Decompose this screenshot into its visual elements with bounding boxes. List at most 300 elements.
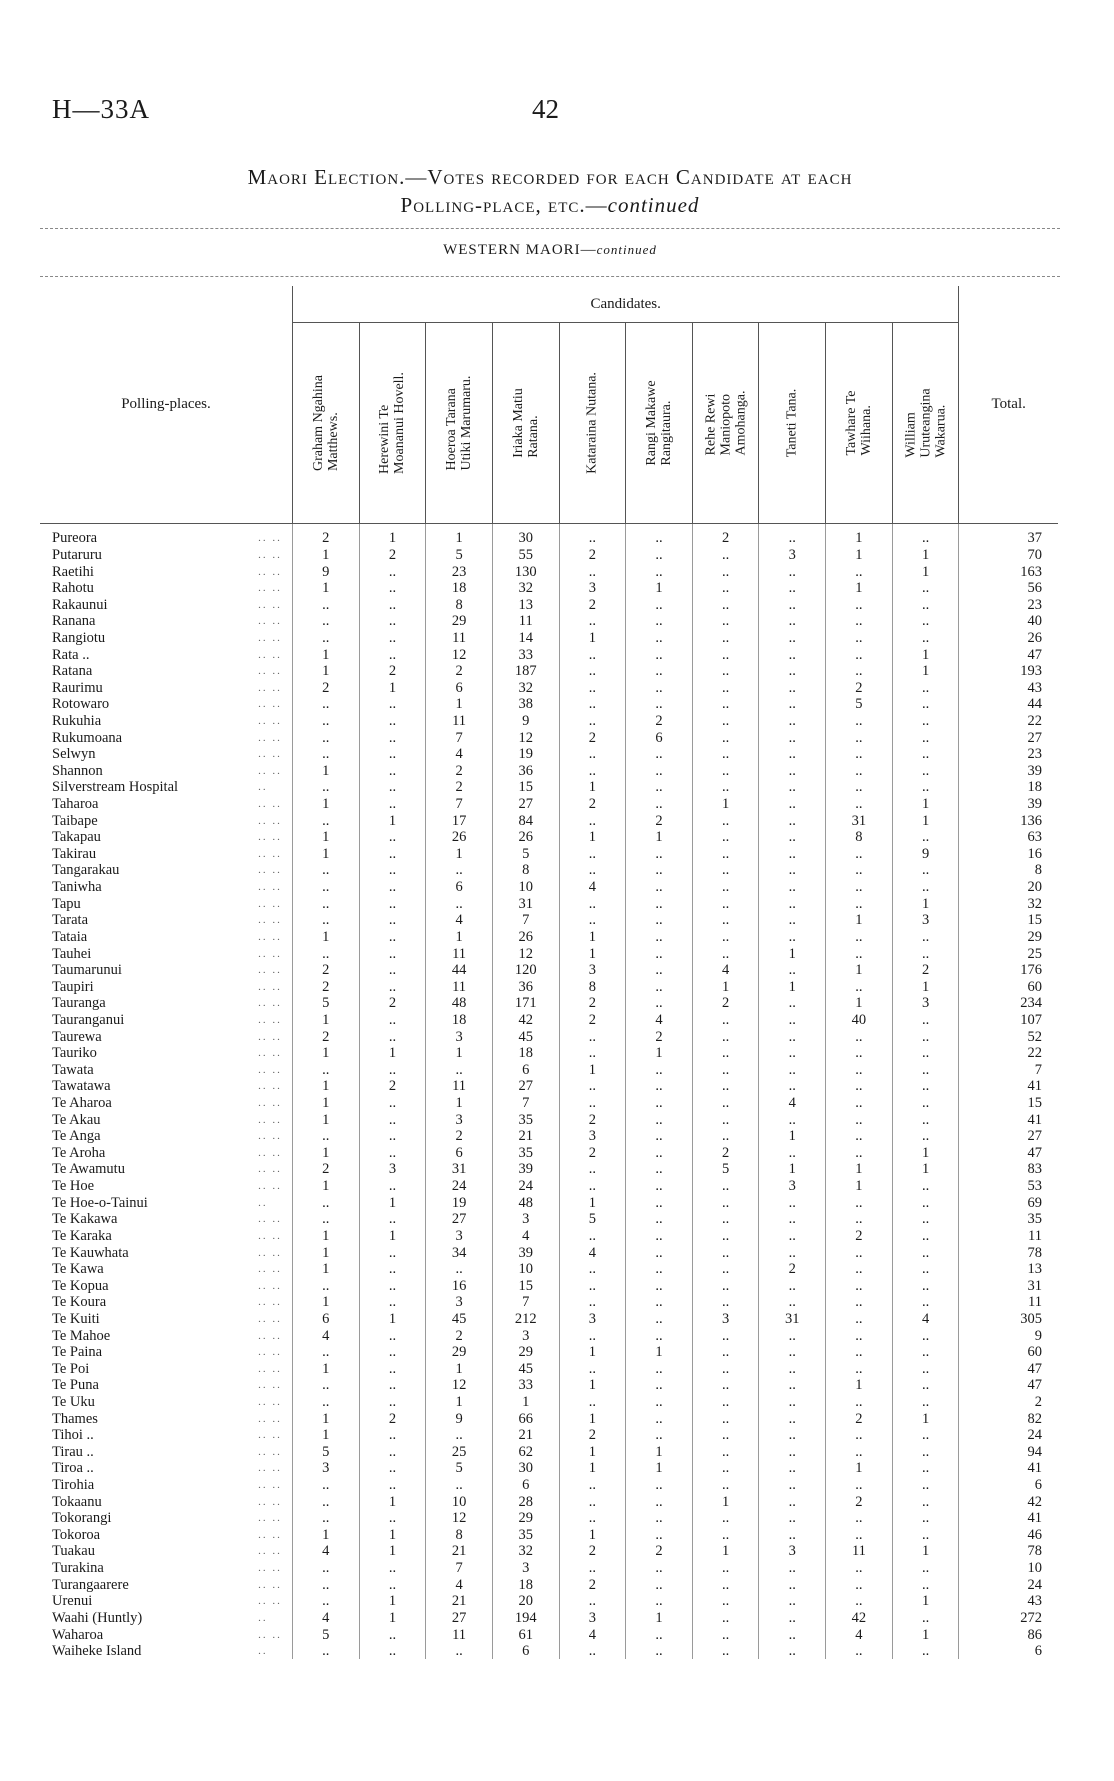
vote-count: 2 xyxy=(559,547,626,564)
vote-count: 39 xyxy=(492,1161,559,1178)
vote-count: 48 xyxy=(426,995,493,1012)
polling-place: Te Poi xyxy=(52,1360,90,1377)
vote-count: 31 xyxy=(426,1161,493,1178)
vote-total: 6 xyxy=(959,1643,1058,1660)
vote-count: 130 xyxy=(492,563,559,580)
vote-count: .. xyxy=(892,1444,959,1461)
polling-place: Taurewa xyxy=(52,1028,102,1045)
vote-total: 15 xyxy=(959,1095,1058,1112)
vote-count: 2 xyxy=(759,1261,826,1278)
vote-count: .. xyxy=(626,1626,693,1643)
vote-total: 22 xyxy=(959,713,1058,730)
candidate-name-line: Rangitaura. xyxy=(659,400,674,466)
vote-count: 5 xyxy=(292,1626,359,1643)
vote-count: .. xyxy=(692,1327,759,1344)
polling-place: Rahotu xyxy=(52,580,94,597)
vote-count: 1 xyxy=(359,1194,426,1211)
vote-count: 18 xyxy=(492,1045,559,1062)
vote-count: 1 xyxy=(359,1610,426,1627)
vote-count: 7 xyxy=(492,912,559,929)
polling-place: Waiheke Island xyxy=(52,1643,142,1660)
vote-count: .. xyxy=(359,779,426,796)
vote-count: 2 xyxy=(559,1427,626,1444)
vote-count: .. xyxy=(759,829,826,846)
leader-dots: .. .. xyxy=(258,1047,282,1060)
vote-count: .. xyxy=(626,1560,693,1577)
table-row xyxy=(40,1078,1058,1095)
vote-count: 4 xyxy=(559,1244,626,1261)
vote-count: .. xyxy=(759,796,826,813)
vote-count: .. xyxy=(826,1261,893,1278)
leader-dots: .. .. xyxy=(258,1395,282,1408)
leader-dots: .. .. xyxy=(258,582,282,595)
vote-count: 2 xyxy=(559,796,626,813)
vote-count: .. xyxy=(626,1261,693,1278)
polling-place: Turangaarere xyxy=(52,1576,129,1593)
vote-count: .. xyxy=(626,978,693,995)
vote-count: .. xyxy=(892,1394,959,1411)
vote-count: .. xyxy=(826,1643,893,1660)
vote-count: 32 xyxy=(492,679,559,696)
vote-total: 20 xyxy=(959,879,1058,896)
vote-count: .. xyxy=(292,1493,359,1510)
polling-place: Rakaunui xyxy=(52,596,108,613)
title-continued: continued xyxy=(607,193,700,217)
vote-count: .. xyxy=(892,829,959,846)
vote-total: 70 xyxy=(959,547,1058,564)
vote-count: 1 xyxy=(292,646,359,663)
vote-count: 4 xyxy=(292,1610,359,1627)
vote-count: .. xyxy=(759,663,826,680)
leader-dots: .. .. xyxy=(258,1163,282,1176)
table-row xyxy=(40,995,1058,1012)
vote-count: .. xyxy=(292,1477,359,1494)
polling-place: Tauhei xyxy=(52,945,92,962)
vote-total: 47 xyxy=(959,1145,1058,1162)
vote-count: .. xyxy=(692,763,759,780)
table-row xyxy=(40,779,1058,796)
vote-count: 2 xyxy=(292,978,359,995)
vote-count: .. xyxy=(626,547,693,564)
vote-count: .. xyxy=(692,1045,759,1062)
vote-count: .. xyxy=(626,1294,693,1311)
vote-count: .. xyxy=(692,1360,759,1377)
vote-count: 23 xyxy=(426,563,493,580)
vote-count: .. xyxy=(626,1178,693,1195)
vote-count: .. xyxy=(759,1111,826,1128)
vote-count: .. xyxy=(559,663,626,680)
vote-count: 2 xyxy=(826,679,893,696)
vote-count: 1 xyxy=(559,1377,626,1394)
candidate-header xyxy=(892,323,959,524)
vote-count: .. xyxy=(692,895,759,912)
candidate-header xyxy=(426,323,493,524)
vote-count: .. xyxy=(692,580,759,597)
table-row xyxy=(40,613,1058,630)
leader-dots: .. .. xyxy=(258,1146,282,1159)
leader-dots: .. .. xyxy=(258,1512,282,1525)
leader-dots: .. .. xyxy=(258,1097,282,1110)
vote-count: 4 xyxy=(292,1327,359,1344)
vote-count: 29 xyxy=(492,1510,559,1527)
vote-count: .. xyxy=(559,1327,626,1344)
vote-count: 12 xyxy=(426,1510,493,1527)
vote-total: 13 xyxy=(959,1261,1058,1278)
vote-count: .. xyxy=(692,1527,759,1544)
vote-count: .. xyxy=(826,1194,893,1211)
vote-count: 84 xyxy=(492,812,559,829)
leader-dots: .. .. xyxy=(258,615,282,628)
polling-place: Taharoa xyxy=(52,796,99,813)
vote-total: 83 xyxy=(959,1161,1058,1178)
leader-dots: .. .. xyxy=(258,997,282,1010)
vote-count: .. xyxy=(826,779,893,796)
candidate-name-line: Graham Ngahina xyxy=(310,374,326,472)
polling-place: Te Hoe xyxy=(52,1178,95,1195)
polling-place: Putaruru xyxy=(52,546,102,563)
vote-count: 11 xyxy=(426,1626,493,1643)
vote-count: .. xyxy=(759,1527,826,1544)
vote-count: .. xyxy=(759,1593,826,1610)
vote-count: .. xyxy=(359,1626,426,1643)
vote-count: .. xyxy=(626,613,693,630)
vote-count: .. xyxy=(759,1327,826,1344)
vote-count: .. xyxy=(559,812,626,829)
table-row xyxy=(40,1028,1058,1045)
vote-count: .. xyxy=(759,879,826,896)
vote-count: 1 xyxy=(292,1178,359,1195)
vote-count: 5 xyxy=(559,1211,626,1228)
vote-count: 1 xyxy=(426,1360,493,1377)
vote-total: 39 xyxy=(959,796,1058,813)
vote-count: 11 xyxy=(826,1543,893,1560)
vote-count: 21 xyxy=(492,1128,559,1145)
vote-count: 1 xyxy=(759,978,826,995)
vote-count: .. xyxy=(626,1477,693,1494)
vote-count: .. xyxy=(292,613,359,630)
vote-count: .. xyxy=(359,1145,426,1162)
table-row xyxy=(40,1111,1058,1128)
vote-count: .. xyxy=(692,1643,759,1660)
vote-count: .. xyxy=(826,1062,893,1079)
vote-count: 24 xyxy=(426,1178,493,1195)
table-row xyxy=(40,1228,1058,1245)
vote-count: .. xyxy=(759,696,826,713)
table-row xyxy=(40,1394,1058,1411)
vote-count: .. xyxy=(359,1643,426,1660)
vote-count: .. xyxy=(826,613,893,630)
vote-count: .. xyxy=(626,1410,693,1427)
vote-count: .. xyxy=(359,1178,426,1195)
vote-count: 2 xyxy=(292,679,359,696)
leader-dots: .. .. xyxy=(258,914,282,927)
candidate-name-line: Hoeroa Tarana xyxy=(444,388,460,471)
leader-dots: .. .. xyxy=(258,1445,282,1458)
table-row xyxy=(40,912,1058,929)
vote-count: 2 xyxy=(626,812,693,829)
vote-count: 10 xyxy=(492,879,559,896)
vote-count: .. xyxy=(359,1277,426,1294)
vote-total: 60 xyxy=(959,1344,1058,1361)
leader-dots: .. .. xyxy=(258,1296,282,1309)
vote-count: .. xyxy=(292,746,359,763)
vote-count: 12 xyxy=(426,646,493,663)
vote-count: 12 xyxy=(492,729,559,746)
table-row xyxy=(40,1610,1058,1627)
vote-count: .. xyxy=(826,1028,893,1045)
vote-count: 7 xyxy=(426,1560,493,1577)
vote-count: .. xyxy=(892,1510,959,1527)
table-row xyxy=(40,1460,1058,1477)
vote-count: 11 xyxy=(492,613,559,630)
vote-count: 1 xyxy=(359,812,426,829)
votes-table-body xyxy=(40,524,1058,1660)
table-row xyxy=(40,796,1058,813)
vote-count: .. xyxy=(826,1128,893,1145)
vote-count: 194 xyxy=(492,1610,559,1627)
vote-count: .. xyxy=(359,713,426,730)
vote-count: .. xyxy=(626,1128,693,1145)
vote-count: 3 xyxy=(559,1610,626,1627)
vote-count: .. xyxy=(692,1576,759,1593)
table-row xyxy=(40,1427,1058,1444)
vote-count: .. xyxy=(359,1560,426,1577)
vote-count: .. xyxy=(826,630,893,647)
vote-count: .. xyxy=(692,713,759,730)
vote-count: 1 xyxy=(359,1045,426,1062)
vote-count: .. xyxy=(626,796,693,813)
polling-place: Raetihi xyxy=(52,563,94,580)
table-row xyxy=(40,945,1058,962)
leader-dots: .. .. xyxy=(258,1063,282,1076)
candidate-name xyxy=(377,372,407,474)
vote-count: .. xyxy=(692,1394,759,1411)
vote-count: 3 xyxy=(559,962,626,979)
vote-count: .. xyxy=(826,929,893,946)
polling-place: Selwyn xyxy=(52,746,96,763)
vote-count: .. xyxy=(892,929,959,946)
leader-dots: .. .. xyxy=(258,1080,282,1093)
vote-count: .. xyxy=(292,696,359,713)
vote-total: 24 xyxy=(959,1576,1058,1593)
vote-count: 3 xyxy=(426,1028,493,1045)
vote-count: 1 xyxy=(292,1111,359,1128)
vote-count: .. xyxy=(692,646,759,663)
candidate-name-line: Uruteangina xyxy=(918,388,934,458)
vote-count: .. xyxy=(692,1277,759,1294)
vote-count: 212 xyxy=(492,1311,559,1328)
vote-count: .. xyxy=(626,1244,693,1261)
vote-count: 6 xyxy=(426,1145,493,1162)
vote-count: 1 xyxy=(359,1493,426,1510)
candidate-name-line: Rehe Rewi xyxy=(703,393,719,456)
table-row xyxy=(40,696,1058,713)
candidate-name-line: Matthews. xyxy=(325,412,341,472)
vote-count: 2 xyxy=(559,1012,626,1029)
polling-place: Takapau xyxy=(52,829,101,846)
polling-place: Takirau xyxy=(52,845,97,862)
vote-count: 3 xyxy=(559,1128,626,1145)
table-row xyxy=(40,679,1058,696)
vote-count: .. xyxy=(692,729,759,746)
vote-total: 18 xyxy=(959,779,1058,796)
vote-count: 32 xyxy=(492,580,559,597)
vote-count: .. xyxy=(826,1360,893,1377)
vote-count: .. xyxy=(759,1062,826,1079)
vote-count: .. xyxy=(892,1244,959,1261)
vote-count: 1 xyxy=(826,1460,893,1477)
vote-count: 1 xyxy=(892,547,959,564)
vote-count: .. xyxy=(626,1527,693,1544)
vote-count: .. xyxy=(892,763,959,780)
vote-count: 19 xyxy=(426,1194,493,1211)
vote-count: 1 xyxy=(892,1410,959,1427)
title-line-2-text: Polling-place, etc.— xyxy=(400,193,608,217)
vote-count: 26 xyxy=(492,929,559,946)
vote-count: .. xyxy=(359,563,426,580)
vote-count: .. xyxy=(626,763,693,780)
vote-total: 46 xyxy=(959,1527,1058,1544)
vote-count: .. xyxy=(292,596,359,613)
vote-count: .. xyxy=(892,679,959,696)
vote-count: 33 xyxy=(492,1377,559,1394)
vote-count: .. xyxy=(759,1394,826,1411)
vote-count: .. xyxy=(692,1228,759,1245)
polling-place: Te Kauwhata xyxy=(52,1244,129,1261)
vote-count: 8 xyxy=(426,596,493,613)
vote-count: 30 xyxy=(492,1460,559,1477)
polling-place: Taniwha xyxy=(52,879,102,896)
vote-count: 1 xyxy=(559,1527,626,1544)
vote-count: .. xyxy=(359,1244,426,1261)
vote-count: 5 xyxy=(492,846,559,863)
polling-place: Tarata xyxy=(52,912,89,929)
vote-count: .. xyxy=(759,929,826,946)
vote-count: .. xyxy=(759,812,826,829)
table-row xyxy=(40,829,1058,846)
polling-place: Taumarunui xyxy=(52,962,122,979)
vote-count: .. xyxy=(559,679,626,696)
vote-count: 1 xyxy=(892,895,959,912)
vote-count: 2 xyxy=(359,1410,426,1427)
vote-count: .. xyxy=(892,1261,959,1278)
vote-count: .. xyxy=(692,1460,759,1477)
vote-count: 4 xyxy=(826,1626,893,1643)
vote-count: .. xyxy=(826,1294,893,1311)
vote-count: .. xyxy=(359,945,426,962)
vote-count: .. xyxy=(626,596,693,613)
vote-count: 1 xyxy=(826,547,893,564)
vote-count: .. xyxy=(892,945,959,962)
vote-count: .. xyxy=(692,812,759,829)
polling-place: Te Kuiti xyxy=(52,1310,100,1327)
vote-count: .. xyxy=(759,1078,826,1095)
vote-count: 42 xyxy=(826,1610,893,1627)
vote-count: 1 xyxy=(892,1543,959,1560)
section-continued: continued xyxy=(596,242,657,257)
leader-dots: .. .. xyxy=(258,864,282,877)
leader-dots: .. .. xyxy=(258,548,282,561)
vote-count: 2 xyxy=(826,1493,893,1510)
vote-count: .. xyxy=(892,1360,959,1377)
candidate-name-line: Maniopoto xyxy=(718,394,734,456)
vote-count: 1 xyxy=(692,796,759,813)
vote-count: .. xyxy=(559,563,626,580)
vote-count: .. xyxy=(759,746,826,763)
vote-count: .. xyxy=(626,746,693,763)
vote-count: .. xyxy=(826,1477,893,1494)
vote-count: .. xyxy=(626,929,693,946)
vote-count: 15 xyxy=(492,1277,559,1294)
vote-total: 29 xyxy=(959,929,1058,946)
vote-count: .. xyxy=(626,1593,693,1610)
table-row xyxy=(40,646,1058,663)
vote-count: 12 xyxy=(492,945,559,962)
vote-count: 2 xyxy=(692,524,759,547)
vote-count: .. xyxy=(626,1576,693,1593)
vote-count: 2 xyxy=(426,779,493,796)
vote-count: .. xyxy=(559,846,626,863)
table-row xyxy=(40,763,1058,780)
leader-dots: .. xyxy=(258,781,268,794)
vote-count: 31 xyxy=(826,812,893,829)
page-number: 42 xyxy=(532,94,559,124)
vote-count: .. xyxy=(559,613,626,630)
vote-count: .. xyxy=(626,846,693,863)
vote-total: 11 xyxy=(959,1294,1058,1311)
vote-count: 2 xyxy=(359,1078,426,1095)
vote-total: 176 xyxy=(959,962,1058,979)
vote-total: 305 xyxy=(959,1311,1058,1328)
vote-count: 1 xyxy=(626,829,693,846)
vote-count: 21 xyxy=(492,1427,559,1444)
vote-count: .. xyxy=(359,1111,426,1128)
vote-count: 6 xyxy=(492,1062,559,1079)
vote-count: .. xyxy=(759,1294,826,1311)
vote-count: 34 xyxy=(426,1244,493,1261)
table-row xyxy=(40,1194,1058,1211)
vote-count: .. xyxy=(692,829,759,846)
polling-place: Te Hoe-o-Tainui xyxy=(52,1194,148,1211)
vote-count: .. xyxy=(626,1510,693,1527)
vote-count: 2 xyxy=(559,1111,626,1128)
vote-count: .. xyxy=(892,580,959,597)
table-row xyxy=(40,1161,1058,1178)
vote-count: 8 xyxy=(826,829,893,846)
table-row xyxy=(40,895,1058,912)
vote-count: .. xyxy=(826,862,893,879)
table-row xyxy=(40,1360,1058,1377)
vote-count: 1 xyxy=(892,563,959,580)
vote-count: .. xyxy=(626,1111,693,1128)
leader-dots: .. .. xyxy=(258,1312,282,1325)
vote-count: 3 xyxy=(759,1543,826,1560)
candidate-header xyxy=(492,323,559,524)
polling-place: Te Awamutu xyxy=(52,1161,125,1178)
vote-count: .. xyxy=(559,524,626,547)
vote-count: 1 xyxy=(292,547,359,564)
leader-dots: .. .. xyxy=(258,565,282,578)
vote-count: .. xyxy=(692,1111,759,1128)
vote-count: .. xyxy=(559,1360,626,1377)
vote-count: .. xyxy=(892,1062,959,1079)
leader-dots: .. .. xyxy=(258,1246,282,1259)
vote-count: 171 xyxy=(492,995,559,1012)
vote-count: 45 xyxy=(492,1360,559,1377)
vote-count: 1 xyxy=(292,663,359,680)
vote-count: .. xyxy=(759,1344,826,1361)
vote-count: .. xyxy=(892,1477,959,1494)
